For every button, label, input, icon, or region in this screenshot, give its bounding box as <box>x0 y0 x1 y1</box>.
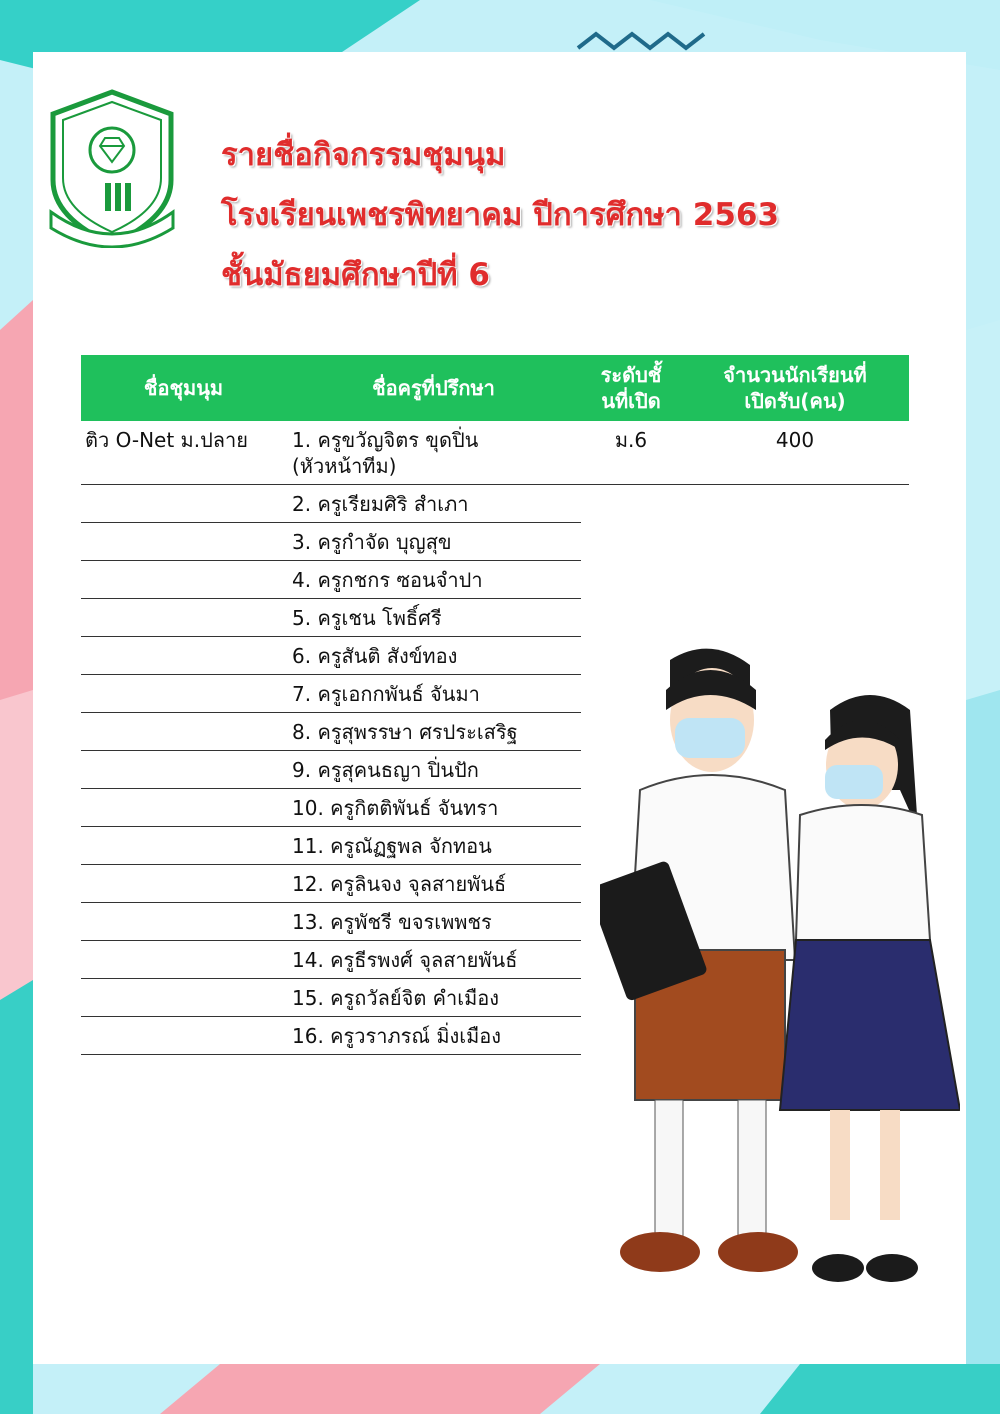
club-name-cell <box>81 903 286 941</box>
teacher-cell: 2. ครูเรียมศิริ สำเภา <box>286 485 581 523</box>
table-row <box>81 421 909 485</box>
club-name-cell <box>81 599 286 637</box>
title-line-3: ชั้นมัธยมศึกษาปีที่ 6 <box>221 257 490 293</box>
club-name-cell <box>81 675 286 713</box>
club-name-cell <box>81 713 286 751</box>
school-logo <box>45 88 180 248</box>
club-name-cell <box>81 979 286 1017</box>
header-student-count: จำนวนนักเรียนที่ เปิดรับ(คน) <box>681 355 909 421</box>
title-line-2: โรงเรียนเพชรพิทยาคม ปีการศึกษา 2563 <box>221 197 780 233</box>
club-name-cell <box>81 637 286 675</box>
teacher-cell: 10. ครูกิตติพันธ์ จันทรา <box>286 789 581 827</box>
header-level: ระดับชั้ นที่เปิด <box>581 355 681 421</box>
header-advisor: ชื่อครูที่ปรึกษา <box>286 355 581 421</box>
club-name-cell <box>81 789 286 827</box>
teacher-cell: 14. ครูธีรพงศ์ จุลสายพันธ์ <box>286 941 581 979</box>
table-row <box>81 561 909 599</box>
table-header-row <box>81 355 909 421</box>
club-name-cell <box>81 941 286 979</box>
club-name-cell <box>81 1017 286 1055</box>
teacher-cell: 6. ครูสันติ สังข์ทอง <box>286 637 581 675</box>
club-name-cell: ติว O-Net ม.ปลาย <box>81 421 286 485</box>
students-illustration <box>600 640 960 1340</box>
club-name-cell <box>81 865 286 903</box>
teacher-cell: 12. ครูลินจง จุลสายพันธ์ <box>286 865 581 903</box>
count-cell: 400 <box>681 421 909 485</box>
title-line-1: รายชื่อกิจกรรมชุมนุม <box>221 137 506 173</box>
teacher-cell: 16. ครูวราภรณ์ มิ่งเมือง <box>286 1017 581 1055</box>
club-name-cell <box>81 561 286 599</box>
table-row <box>81 523 909 561</box>
teacher-cell: 11. ครูณัฏฐพล จักทอน <box>286 827 581 865</box>
teacher-cell: 8. ครูสุพรรษา ศรประเสริฐ <box>286 713 581 751</box>
teacher-cell: 15. ครูถวัลย์จิต คำเมือง <box>286 979 581 1017</box>
teacher-cell: 3. ครูกำจัด บุญสุข <box>286 523 581 561</box>
teacher-cell: 1. ครูขวัญจิตร ขุดปิ่น (หัวหน้าทีม) <box>286 421 581 485</box>
teacher-cell: 9. ครูสุคนธญา ปิ่นปัก <box>286 751 581 789</box>
club-name-cell <box>81 827 286 865</box>
club-name-cell <box>81 485 286 523</box>
level-cell: ม.6 <box>581 421 681 485</box>
teacher-cell: 4. ครูกชกร ซอนจำปา <box>286 561 581 599</box>
club-name-cell <box>81 751 286 789</box>
table-row <box>81 599 909 637</box>
club-name-cell <box>81 523 286 561</box>
teacher-cell: 7. ครูเอกกพันธ์ จันมา <box>286 675 581 713</box>
teacher-cell: 13. ครูพัชรี ขจรเพพชร <box>286 903 581 941</box>
teacher-cell: 5. ครูเชน โพธิ์ศรี <box>286 599 581 637</box>
page-title <box>221 125 779 305</box>
table-row <box>81 485 909 523</box>
header-club-name: ชื่อชุมนุม <box>81 355 286 421</box>
